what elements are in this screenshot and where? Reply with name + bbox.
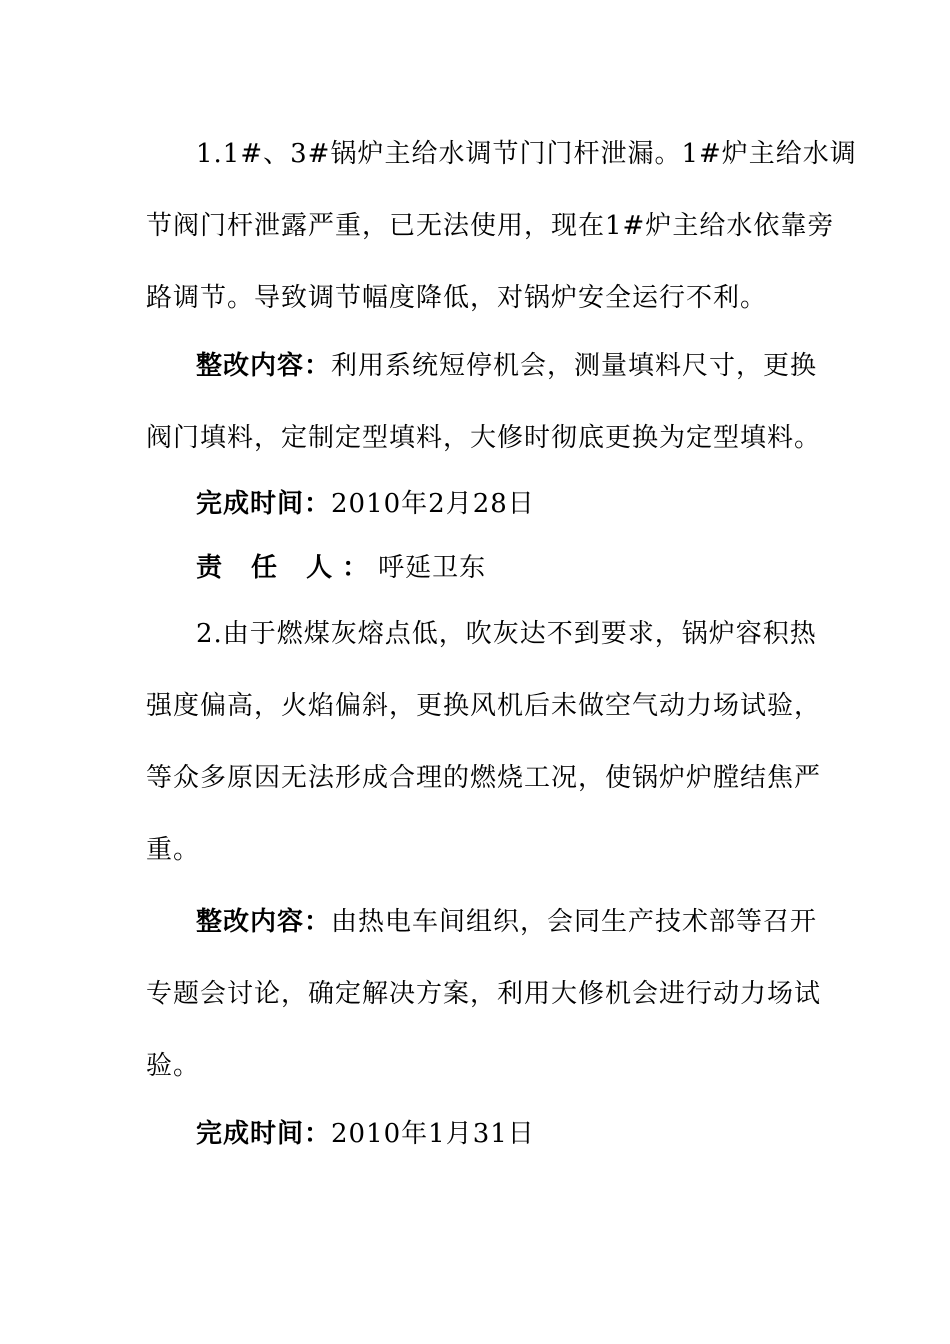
item1-line-2: 节阀门杆泄露严重，已无法使用，现在1#炉主给水依靠旁: [146, 211, 835, 241]
item1-responsible-person: [196, 551, 806, 585]
item1-completion-time: [196, 487, 806, 521]
item1-line-3: 路调节。导致调节幅度降低，对锅炉安全运行不利。: [146, 283, 768, 313]
completion-time-value: 2010年1月31日: [331, 1119, 535, 1149]
item1-line-1: 1.1#、3#锅炉主给水调节门门杆泄漏。1#炉主给水调: [196, 139, 857, 169]
item2-line-1: 2.由于燃煤灰熔点低，吹灰达不到要求，锅炉容积热: [196, 619, 817, 649]
item2-rectify-line-1: [196, 905, 818, 939]
item1-rectify-line-2: 阀门填料，定制定型填料，大修时彻底更换为定型填料。: [146, 423, 822, 453]
item2-rectify-line-3: 验。: [146, 1051, 201, 1081]
item2-line-2: 强度偏高，火焰偏斜，更换风机后未做空气动力场试验，: [146, 691, 822, 721]
item2-line-3: 等众多原因无法形成合理的燃烧工况，使锅炉炉膛结焦严: [146, 763, 822, 793]
completion-time-value: 2010年2月28日: [331, 489, 535, 519]
rectify-text: 由热电车间组织，会同生产技术部等召开: [331, 907, 818, 937]
item2-rectify-line-2: 专题会讨论，确定解决方案，利用大修机会进行动力场试: [146, 979, 822, 1009]
rectify-text: 利用系统短停机会，测量填料尺寸，更换: [331, 351, 818, 381]
item2-line-4: 重。: [146, 835, 201, 865]
item1-rectify-line-1: [196, 349, 818, 383]
responsible-person-value: 呼延卫东: [378, 553, 487, 583]
completion-time-label: 完成时间：: [196, 489, 332, 519]
responsible-person-label: 责 任 人：: [196, 553, 379, 583]
rectify-label: 整改内容：: [196, 907, 332, 937]
completion-time-label: 完成时间：: [196, 1119, 332, 1149]
item2-completion-time: [196, 1117, 806, 1151]
rectify-label: 整改内容：: [196, 351, 332, 381]
